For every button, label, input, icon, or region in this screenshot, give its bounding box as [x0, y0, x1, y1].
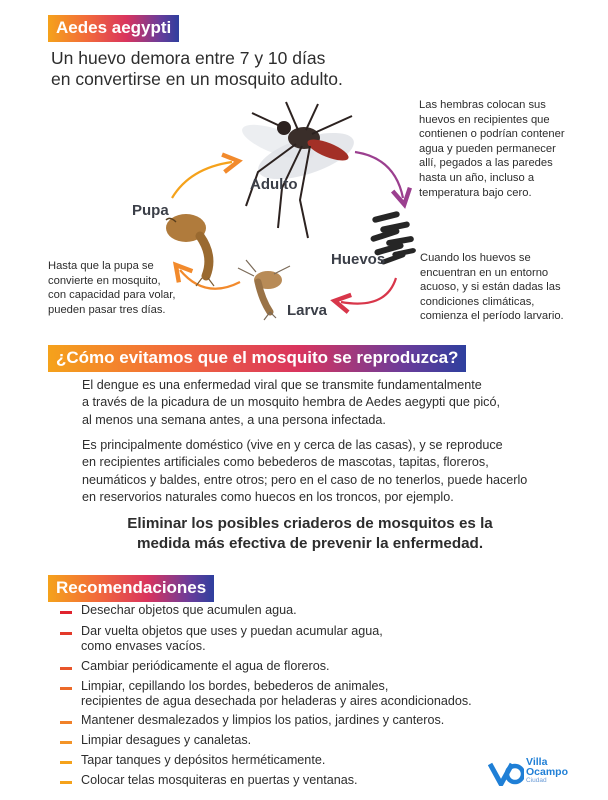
eggs-note: Cuando los huevos se encuentran en un entorno acuoso, y si están dadas las condiciones climáticas, comienza el período larvario.: [420, 252, 564, 323]
bullet-dash-icon: [60, 611, 72, 614]
arrow-eggs-to-larva: [341, 278, 396, 304]
title-banner: [48, 15, 179, 42]
adult-note: Las hembras colocan sus huevos en recipientes que contienen o podrían contener agua y pueden permanecer allí, pegados a las paredes hasta un año, incluso a temperatura bajo cero.: [419, 99, 565, 199]
bullet-dash-icon: [60, 667, 72, 670]
logo-text: Villa Ocampo Ciudad: [526, 756, 569, 784]
stage-label-larva: Larva: [287, 302, 328, 319]
list-item: Mantener desmalezados y limpios los patios, jardines y canteros.: [81, 713, 445, 727]
mosquito-adult-illustration: [238, 102, 359, 238]
list-item: Tapar tanques y depósitos herméticamente.: [81, 753, 326, 767]
bullet-dash-icon: [60, 632, 72, 635]
bullet-dash-icon: [60, 761, 72, 764]
intro-line-1: Un huevo demora entre 7 y 10 días: [51, 48, 326, 68]
page-title: Aedes aegypti: [56, 18, 172, 37]
recommendations-title: Recomendaciones: [56, 578, 207, 597]
bullet-dash-icon: [60, 721, 72, 724]
prevention-emphasis: Eliminar los posibles criaderos de mosquitos es la medida más efectiva de prevenir la enfermedad.: [127, 515, 493, 552]
arrow-pupa-to-adult: [172, 162, 232, 198]
stage-label-eggs: Huevos: [331, 251, 386, 268]
intro-line-2: en convertirse en un mosquito adulto.: [51, 69, 343, 89]
prevention-title: ¿Cómo evitamos que el mosquito se reproduzca?: [56, 348, 459, 367]
logo-mark-icon: [488, 760, 524, 786]
prevention-paragraph-1: El dengue es una enfermedad viral que se transmite fundamentalmente a través de la picadura de un mosquito hembra de Aedes aegypti que picó, al menos una semana antes, a una persona infectada.: [82, 378, 500, 427]
list-item: Dar vuelta objetos que uses y puedan acumular agua, como envases vacíos.: [81, 624, 383, 654]
prevention-banner: [48, 345, 466, 372]
larva-illustration: [238, 260, 290, 320]
arrow-adult-to-eggs: [355, 152, 403, 198]
list-item: Colocar telas mosquiteras en puertas y ventanas.: [81, 773, 358, 787]
pupa-note: Hasta que la pupa se convierte en mosquito, con capacidad para volar, pueden pasar tres días.: [48, 260, 176, 316]
list-item: Cambiar periódicamente el agua de floreros.: [81, 659, 330, 673]
prevention-paragraph-2: Es principalmente doméstico (vive en y cerca de las casas), y se reproduce en recipientes artificiales como bebederos de mascotas, tapitas, floreros, neumáticos y baldes, entre otros; pero en el caso de no tenerlos, puede hacerlo en reservorios naturales como huecos en los troncos, por ejemplo.: [82, 438, 528, 505]
list-item: Desechar objetos que acumulen agua.: [81, 603, 297, 617]
bullet-dash-icon: [60, 781, 72, 784]
stage-label-adult: Adulto: [250, 176, 298, 193]
list-item: Limpiar desagues y canaletas.: [81, 733, 252, 747]
list-item: Limpiar, cepillando los bordes, bebederos de animales, recipientes de agua desechada por heladeras y aires acondicionados.: [81, 679, 472, 709]
recommendations-banner: [48, 575, 214, 602]
bullet-dash-icon: [60, 741, 72, 744]
bullet-dash-icon: [60, 687, 72, 690]
stage-label-pupa: Pupa: [132, 202, 169, 219]
villa-ocampo-logo: [488, 757, 598, 793]
